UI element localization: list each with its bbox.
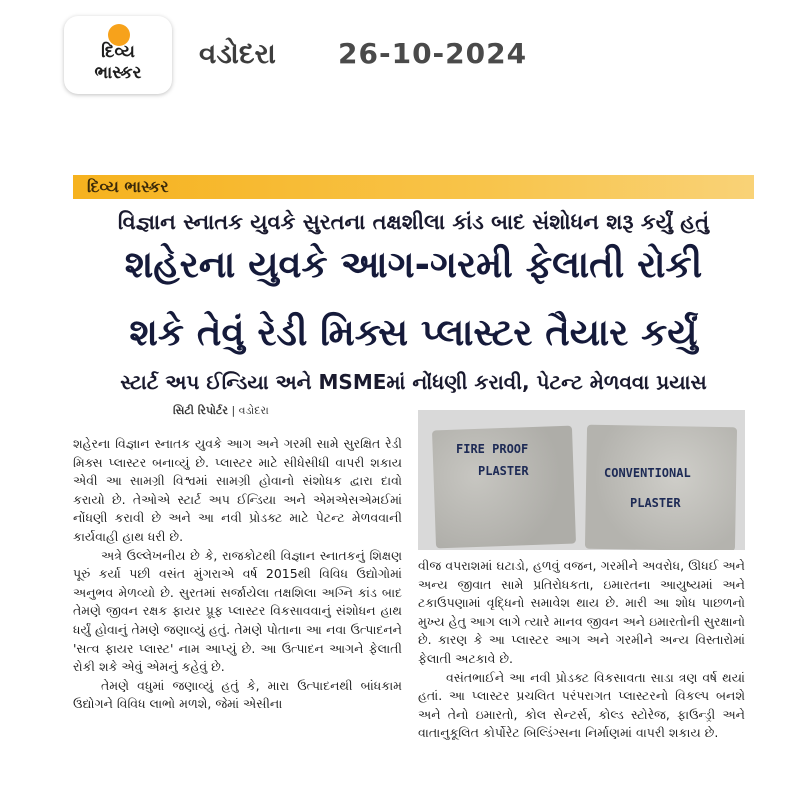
byline-separator: | (231, 404, 239, 417)
byline-reporter: સિટી રિપોર્ટર (173, 404, 228, 417)
photo-label: PLASTER (630, 496, 681, 510)
conventional-plaster-block (585, 425, 737, 550)
plaster-blocks-photo (418, 410, 745, 550)
article-paragraph: તેમણે વધુમાં જણાવ્યું હતું કે, મારા ઉત્પાદનથી બાંધકામ ઉદ્યોગને વિવિધ લાભો મળશે, જેમાં એસીના (73, 677, 402, 712)
logo-text-line2: ભાસ્કર (94, 63, 142, 83)
headline-line-2: શકે તેવું રેડી મિક્સ પ્લાસ્ટર તૈયાર કર્યું (129, 311, 698, 354)
divya-bhaskar-logo[interactable] (64, 16, 172, 94)
photo-label: FIRE PROOF (456, 442, 529, 456)
article-paragraph: વસંતભાઈને આ નવી પ્રોડક્ટ વિકસાવતા સાડા ત્રણ વર્ષ થયાં હતાં. આ પ્લાસ્ટર પ્રચલિત પરંપરાગત પ્લાસ્ટરનો વિકલ્પ બનશે અને તેનો ઇમારતો, કોલ સેન્ટર્સ, કોલ્ડ સ્ટોરેજ, ફાઉન્ડ્રી અને વાતાનુકૂલિત કોર્પોરેટ બિલ્ડિંગ્સના નિર્માણમાં વાપરી શકાય છે. (418, 669, 745, 741)
byline-city: વડોદરા (238, 404, 269, 417)
article-kicker: વિજ્ઞાન સ્નાતક યુવકે સુરતના તક્ષશીલા કાંડ બાદ સંશોધન શરૂ કર્યું હતું (117, 210, 710, 234)
headline-line-1: શહેરના યુવકે આગ-ગરમી ફેલાતી રોકી (124, 243, 703, 286)
brand-bar (73, 175, 754, 199)
article-paragraph: શહેરના વિજ્ઞાન સ્નાતક યુવકે આગ અને ગરમી સામે સુરક્ષિત રેડી મિક્સ પ્લાસ્ટર બનાવ્યું છે. પ્લાસ્ટર માટે સીધેસીધી વાપરી શકાય એવી આ સામગ્રી વિશ્વમાં સામગ્રી હોવાનો સંશોધક દ્વારા દાવો કરાયો છે. તેઓએ સ્ટાર્ટ અપ ઈન્ડિયા અને એમએસએમઈમાં નોંધણી કરાવી છે અને આ નવી પ્રોડક્ટ માટે પેટન્ટ મેળવવાની કાર્યવાહી હાથ ધરી છે. (73, 436, 402, 544)
article-paragraph: વીજ વપરાશમાં ઘટાડો, હળવું વજન, ગરમીને અવરોધ, ઊધઈ અને અન્ય જીવાત સામે પ્રતિરોધકતા, ઇમારતના આયુષ્યમાં અને ટકાઉપણામાં વૃદ્ધિનો સમાવેશ થાય છે. મારી આ શોધ પાછળનો મુખ્ય હેતુ આગ લાગે ત્યારે માનવ જીવન અને ઇમારતોની સુરક્ષાનો છે. કારણ કે આ પ્લાસ્ટર આગ અને ગરમીને અન્ય વિસ્તારોમાં ફેલાતી અટકાવે છે. (418, 558, 745, 666)
photo-label: CONVENTIONAL (604, 466, 691, 480)
article-subhead: સ્ટાર્ટ અપ ઈન્ડિયા અને MSMEમાં નોંધણી કરાવી, પેટન્ટ મેળવવા પ્રયાસ (120, 370, 707, 394)
photo-label: PLASTER (478, 464, 529, 478)
logo-text-line1: દિવ્ય (101, 42, 135, 62)
edition-date: 26-10-2024 (338, 37, 528, 70)
article-column-right (418, 557, 745, 743)
brand-bar-label: દિવ્ય ભાસ્કર (87, 177, 169, 196)
byline (173, 403, 269, 419)
article-paragraph: અત્રે ઉલ્લેખનીય છે કે, રાજકોટથી વિજ્ઞાન સ્નાતકનું શિક્ષણ પૂરું કર્યા પછી વસંત મુંગરાએ વર્ષ 2015થી વિવિધ ઉદ્યોગોમાં અનુભવ મેળવ્યો છે. સુરતમાં સર્જાયેલા તક્ષશિલા અગ્નિ કાંડ બાદ તેમણે જીવન રક્ષક ફાયર પ્રૂફ પ્લાસ્ટર વિકસાવવાનું સંશોધન હાથ ધર્યું હોવાનું તેમણે જણાવ્યું હતું. તેમણે પોતાના આ નવા ઉત્પાદનને 'સત્વ ફાયર પ્લાસ્ટ' નામ આપ્યું છે. આ ઉત્પાદન આગને ફેલાતી રોકી શકે એવું એમનું કહેવું છે. (73, 547, 402, 675)
edition-city: વડોદરા (199, 37, 276, 70)
article-column-left (73, 435, 402, 714)
